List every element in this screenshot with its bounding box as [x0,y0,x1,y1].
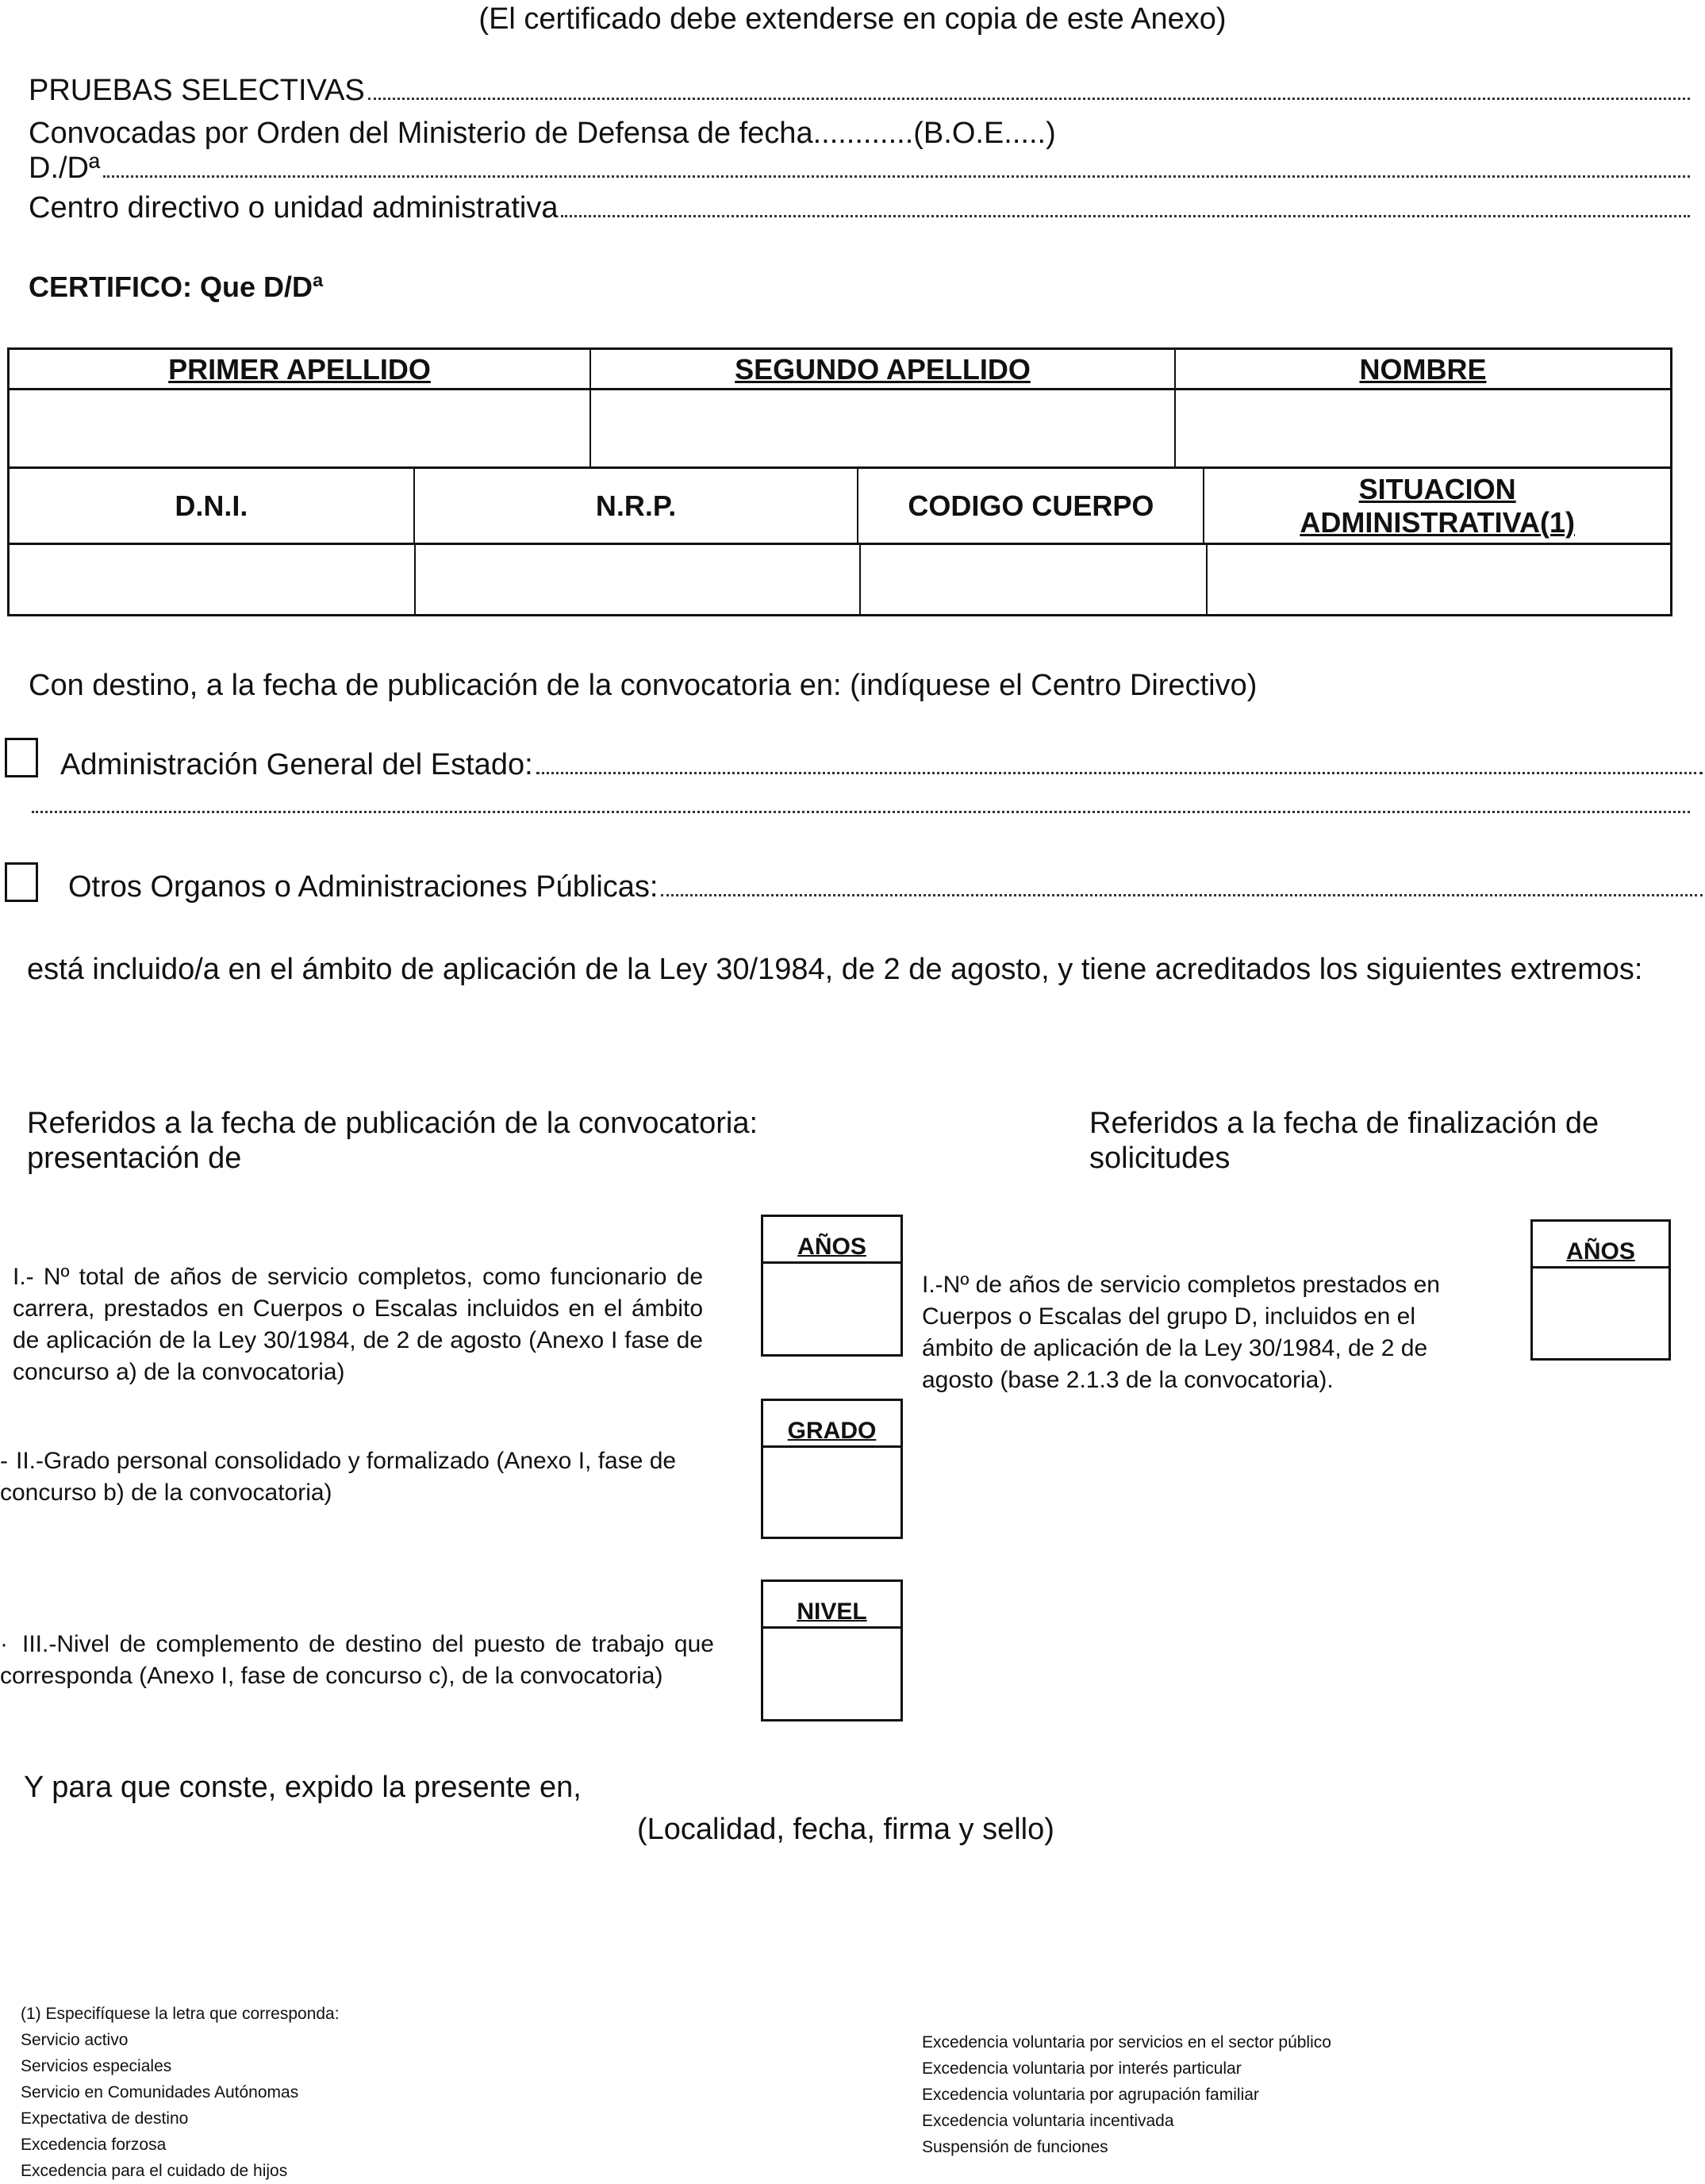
convocadas-date-dots[interactable]: ............ [812,117,914,150]
closing-statement: Y para que conste, expido la presente en, [24,1771,582,1804]
footnote-item: Excedencia voluntaria por servicios en el sector público [922,2033,1331,2052]
identity-row1-header [10,350,1670,390]
footnote-item: Excedencia para el cuidado de hijos [21,2162,288,2180]
header-codigo-cuerpo: CODIGO CUERPO [858,469,1204,543]
primer-apellido-input[interactable] [10,390,591,467]
dni-input[interactable] [10,545,416,614]
anos-input[interactable] [763,1264,901,1355]
header-nombre: NOMBRE [1359,353,1487,386]
ambito-statement: está incluido/a en el ámbito de aplicación de la Ley 30/1984, de 2 de agosto, y tiene acreditados los siguientes extremos: [27,953,1643,986]
centro-directivo-field[interactable] [29,190,1690,225]
admin-general-estado-dotted-input[interactable] [536,748,1703,774]
footnote-item: Suspensión de funciones [922,2138,1108,2156]
extremo-nivel-text: · III.-Nivel de complemento de destino del puesto de trabajo que corresponda (Anexo I, fase de concurso c), de la convocatoria) [0,1631,714,1689]
otros-organos-label: Otros Organos o Administraciones Públicas: [68,870,659,904]
identity-table [7,347,1672,616]
pruebas-selectivas-field[interactable] [29,73,1690,108]
nrp-input[interactable] [416,545,861,614]
anos-box [761,1215,903,1357]
grado-input[interactable] [763,1448,901,1539]
header-situacion-administrativa: SITUACION ADMINISTRATIVA(1) [1300,473,1575,539]
don-dona-label: D./Dª [29,152,101,185]
centro-directivo-dotted-input[interactable] [561,191,1690,217]
otros-organos-field[interactable] [68,869,1703,904]
header-segundo-apellido: SEGUNDO APELLIDO [591,350,1176,390]
annex-copy-note: (El certificado debe extenderse en copia de este Anexo) [478,2,1227,36]
identity-row1-values [10,390,1670,467]
footnote-right [922,2029,1331,2160]
extremo-grado-text: - II.-Grado personal consolidado y formalizado (Anexo I, fase de concurso b) de la convocatoria) [0,1448,677,1506]
anos-grupo-d-input[interactable] [1533,1269,1669,1360]
footnote-item: Servicio en Comunidades Autónomas [21,2083,299,2101]
situacion-administrativa-input[interactable] [1208,545,1670,614]
otros-organos-checkbox[interactable] [5,862,38,902]
segundo-apellido-input[interactable] [591,390,1176,467]
footnote-item: Excedencia voluntaria por interés particular [922,2059,1242,2078]
codigo-cuerpo-input[interactable] [861,545,1208,614]
footnote-item: Excedencia voluntaria por agrupación familiar [922,2086,1259,2104]
convocadas-label: Convocadas por Orden del Ministerio de Defensa de fecha [29,117,813,150]
signature-hint: (Localidad, fecha, firma y sello) [637,1813,1054,1846]
centro-directivo-label: Centro directivo o unidad administrativa [29,191,559,225]
footnote-item: Servicio activo [21,2031,129,2049]
don-dona-dotted-input[interactable] [103,152,1690,178]
anos-grupo-d-box-label: AÑOS [1533,1222,1669,1269]
admin-general-estado-label: Administración General del Estado: [60,748,533,781]
admin-general-estado-field[interactable] [60,747,1703,782]
identity-row2-values [10,545,1670,614]
footnote-item: Excedencia voluntaria incentivada [922,2112,1174,2130]
don-dona-field[interactable] [29,151,1690,186]
footnote-left [21,2001,340,2184]
nivel-box-label: NIVEL [763,1582,901,1629]
grado-box [761,1399,903,1539]
footnote-title: (1) Especifíquese la letra que corresponda: [21,2005,340,2023]
header-primer-apellido: PRIMER APELLIDO [10,350,591,390]
certifico-heading: CERTIFICO: Que D/Dª [29,271,324,303]
identity-row2-header [10,469,1670,543]
pruebas-selectivas-label: PRUEBAS SELECTIVAS [29,74,365,107]
header-dni: D.N.I. [10,469,415,543]
nivel-box [761,1579,903,1721]
footnote-item: Servicios especiales [21,2057,172,2075]
header-nrp: N.R.P. [415,469,859,543]
footnote-item: Excedencia forzosa [21,2136,167,2154]
otros-organos-dotted-input[interactable] [661,870,1703,896]
boe-label: (B.O.E.....) [913,117,1056,150]
referidos-finalizacion-heading: Referidos a la fecha de finalización de solicitudes [1089,1107,1599,1175]
admin-general-estado-continuation-dotted-input[interactable] [32,811,1690,813]
grado-box-label: GRADO [763,1401,901,1448]
referidos-publicacion-heading: Referidos a la fecha de publicación de la convocatoria: presentación de [27,1107,758,1175]
nombre-input[interactable] [1176,390,1670,467]
anos-box-label: AÑOS [763,1217,901,1264]
pruebas-selectivas-dotted-input[interactable] [368,74,1690,100]
anos-grupo-d-box [1530,1219,1671,1361]
convocadas-field [29,116,1056,151]
destino-intro: Con destino, a la fecha de publicación de la convocatoria en: (indíquese el Centro Directivo) [29,669,1258,702]
extremo-anos-grupo-d-text: I.-Nº de años de servicio completos prestados en Cuerpos o Escalas del grupo D, incluidos en el ámbito de aplicación de la Ley 30/1984, de 2 de agosto (base 2.1.3 de la convocatoria). [922,1272,1440,1393]
footnote-item: Expectativa de destino [21,2109,189,2128]
nivel-input[interactable] [763,1629,901,1720]
extremo-anos-servicio-text: I.- Nº total de años de servicio completos, como funcionario de carrera, prestados en Cuerpos o Escalas incluidos en el ámbito de aplicación de la Ley 30/1984, de 2 de agosto (Anexo I fase de concurso a) de la convocatoria) [13,1264,703,1385]
admin-general-estado-checkbox[interactable] [5,738,38,777]
